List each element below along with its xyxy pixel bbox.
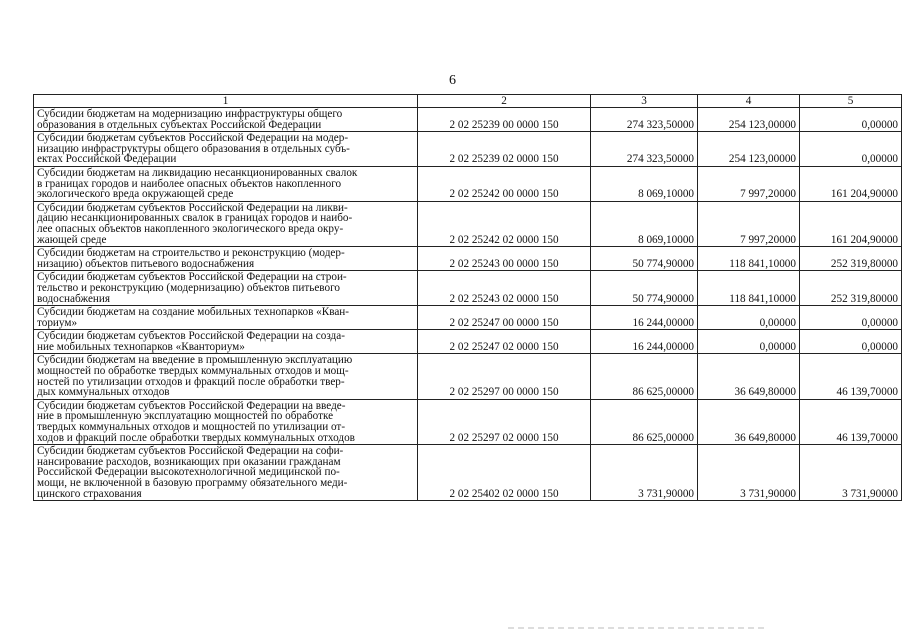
column-header-2: 2 bbox=[418, 95, 591, 108]
amount-column-3: 3 731,90000 bbox=[591, 445, 698, 501]
row-description bbox=[34, 445, 418, 501]
budget-classification-code: 2 02 25247 00 0000 150 bbox=[418, 306, 591, 330]
table-row bbox=[34, 445, 902, 501]
description-line: дых коммунальных отходов bbox=[37, 386, 170, 399]
amount-column-5: 161 204,90000 bbox=[800, 166, 902, 201]
budget-classification-code: 2 02 25243 00 0000 150 bbox=[418, 247, 591, 271]
amount-column-5: 3 731,90000 bbox=[800, 445, 902, 501]
description-line: Субсидии бюджетам субъектов Российской Федерации на модер- bbox=[37, 132, 349, 145]
column-header-5: 5 bbox=[800, 95, 902, 108]
row-description bbox=[34, 166, 418, 201]
amount-column-4: 7 997,20000 bbox=[698, 201, 800, 246]
amount-column-5: 0,00000 bbox=[800, 108, 902, 132]
amount-column-3: 50 774,90000 bbox=[591, 271, 698, 306]
description-line: цинского страхования bbox=[37, 487, 142, 500]
amount-column-3: 86 625,00000 bbox=[591, 354, 698, 399]
description-line: экологического вреда окружающей среде bbox=[37, 188, 234, 201]
description-line: дацию несанкционированных свалок в границах городов и наибо- bbox=[37, 212, 353, 225]
amount-column-3: 50 774,90000 bbox=[591, 247, 698, 271]
row-description bbox=[34, 354, 418, 399]
amount-column-5: 161 204,90000 bbox=[800, 201, 902, 246]
budget-classification-code: 2 02 25297 00 0000 150 bbox=[418, 354, 591, 399]
table-row bbox=[34, 108, 902, 132]
description-line: низацию) объектов питьевого водоснабжения bbox=[37, 257, 255, 270]
description-line: ходов и фракций после обработки твердых коммунальных отходов bbox=[37, 431, 355, 444]
description-line: твердых коммунальных отходов и мощностей по утилизации от- bbox=[37, 421, 346, 434]
amount-column-4: 3 731,90000 bbox=[698, 445, 800, 501]
row-description bbox=[34, 247, 418, 271]
amount-column-3: 274 323,50000 bbox=[591, 132, 698, 167]
description-line: жающей среде bbox=[37, 233, 107, 246]
amount-column-3: 86 625,00000 bbox=[591, 399, 698, 444]
description-line: Субсидии бюджетам на строительство и реконструкцию (модер- bbox=[37, 247, 345, 260]
budget-classification-code: 2 02 25247 02 0000 150 bbox=[418, 330, 591, 354]
amount-column-4: 7 997,20000 bbox=[698, 166, 800, 201]
table-row bbox=[34, 306, 902, 330]
amount-column-3: 16 244,00000 bbox=[591, 330, 698, 354]
table-row bbox=[34, 166, 902, 201]
table-row bbox=[34, 399, 902, 444]
amount-column-4: 118 841,10000 bbox=[698, 271, 800, 306]
description-line: ториум» bbox=[37, 316, 78, 329]
amount-column-4: 36 649,80000 bbox=[698, 399, 800, 444]
amount-column-5: 0,00000 bbox=[800, 330, 902, 354]
description-line: Субсидии бюджетам на ликвидацию несанкционированных свалок bbox=[37, 166, 358, 179]
budget-classification-code: 2 02 25239 02 0000 150 bbox=[418, 132, 591, 167]
budget-classification-code: 2 02 25297 02 0000 150 bbox=[418, 399, 591, 444]
description-line: водоснабжения bbox=[37, 292, 111, 305]
amount-column-5: 0,00000 bbox=[800, 306, 902, 330]
description-line: образования в отдельных субъектах Российской Федерации bbox=[37, 118, 322, 131]
description-line: лее опасных объектов накопленного экологического вреда окру- bbox=[37, 222, 344, 235]
budget-classification-code: 2 02 25242 02 0000 150 bbox=[418, 201, 591, 246]
description-line: тельство и реконструкцию (модернизацию) объектов питьевого bbox=[37, 281, 341, 294]
amount-column-4: 254 123,00000 bbox=[698, 108, 800, 132]
description-line: ностей по утилизации отходов и фракций после обработки твер- bbox=[37, 375, 345, 388]
amount-column-4: 254 123,00000 bbox=[698, 132, 800, 167]
description-line: в границах городов и наиболее опасных объектов накопленного bbox=[37, 177, 342, 190]
table-row bbox=[34, 201, 902, 246]
table-header-row bbox=[34, 95, 902, 108]
amount-column-5: 46 139,70000 bbox=[800, 399, 902, 444]
description-line: мощи, не включенной в базовую программу обязательного меди- bbox=[37, 477, 348, 489]
page-number: 6 bbox=[449, 73, 456, 88]
description-line: нансирование расходов, возникающих при оказании гражданам bbox=[37, 455, 341, 468]
amount-column-3: 8 069,10000 bbox=[591, 166, 698, 201]
budget-classification-code: 2 02 25243 02 0000 150 bbox=[418, 271, 591, 306]
budget-table bbox=[33, 94, 902, 501]
description-line: Субсидии бюджетам субъектов Российской Федерации на введе- bbox=[37, 399, 346, 412]
amount-column-4: 0,00000 bbox=[698, 330, 800, 354]
description-line: Субсидии бюджетам субъектов Российской Федерации на созда- bbox=[37, 330, 345, 343]
amount-column-3: 274 323,50000 bbox=[591, 108, 698, 132]
amount-column-5: 252 319,80000 bbox=[800, 247, 902, 271]
budget-classification-code: 2 02 25239 00 0000 150 bbox=[418, 108, 591, 132]
row-description bbox=[34, 201, 418, 246]
budget-classification-code: 2 02 25402 02 0000 150 bbox=[418, 445, 591, 501]
row-description bbox=[34, 132, 418, 167]
description-line: Российской Федерации высокотехнологичной медицинской по- bbox=[37, 466, 340, 479]
amount-column-3: 8 069,10000 bbox=[591, 201, 698, 246]
description-line: ектах Российской Федерации bbox=[37, 153, 177, 166]
column-header-1: 1 bbox=[34, 95, 418, 108]
description-line: Субсидии бюджетам субъектов Российской Федерации на софи- bbox=[37, 445, 344, 458]
scan-artifact bbox=[508, 627, 768, 629]
row-description bbox=[34, 399, 418, 444]
row-description bbox=[34, 271, 418, 306]
table-row bbox=[34, 330, 902, 354]
table-row bbox=[34, 354, 902, 399]
budget-classification-code: 2 02 25242 00 0000 150 bbox=[418, 166, 591, 201]
column-header-4: 4 bbox=[698, 95, 800, 108]
row-description bbox=[34, 330, 418, 354]
description-line: мощностей по обработке твердых коммунальных отходов и мощ- bbox=[37, 365, 349, 378]
row-description bbox=[34, 108, 418, 132]
description-line: Субсидии бюджетам на модернизацию инфраструктуры общего bbox=[37, 108, 343, 120]
amount-column-4: 118 841,10000 bbox=[698, 247, 800, 271]
description-line: Субсидии бюджетам субъектов Российской Федерации на строи- bbox=[37, 271, 347, 284]
amount-column-5: 46 139,70000 bbox=[800, 354, 902, 399]
description-line: Субсидии бюджетам на создание мобильных технопарков «Кван- bbox=[37, 306, 350, 319]
amount-column-3: 16 244,00000 bbox=[591, 306, 698, 330]
row-description bbox=[34, 306, 418, 330]
description-line: Субсидии бюджетам на введение в промышленную эксплуатацию bbox=[37, 354, 353, 367]
description-line: ние мобильных технопарков «Кванториум» bbox=[37, 340, 245, 353]
amount-column-4: 0,00000 bbox=[698, 306, 800, 330]
column-header-3: 3 bbox=[591, 95, 698, 108]
table-row bbox=[34, 271, 902, 306]
table-row bbox=[34, 247, 902, 271]
amount-column-5: 0,00000 bbox=[800, 132, 902, 167]
amount-column-5: 252 319,80000 bbox=[800, 271, 902, 306]
description-line: ние в промышленную эксплуатацию мощностей по обработке bbox=[37, 410, 334, 423]
table-row bbox=[34, 132, 902, 167]
description-line: Субсидии бюджетам субъектов Российской Федерации на ликви- bbox=[37, 201, 348, 214]
description-line: низацию инфраструктуры общего образования в отдельных субъ- bbox=[37, 142, 350, 155]
amount-column-4: 36 649,80000 bbox=[698, 354, 800, 399]
